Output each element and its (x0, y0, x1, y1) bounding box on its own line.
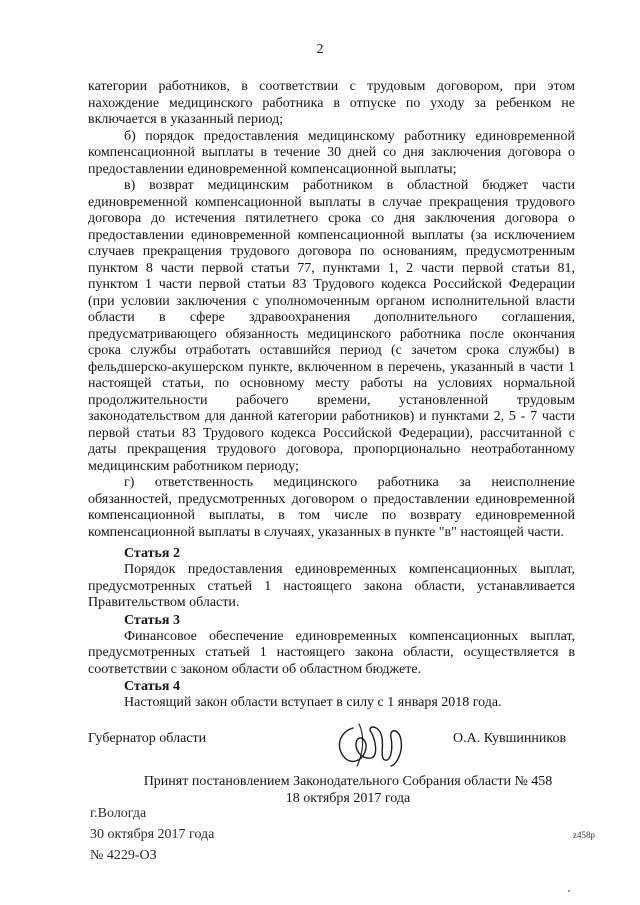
paragraph-item-b: б) порядок предоставления медицинскому работнику единовременной компенсационной выплаты в течение 30 дней со дня заключения договора о предоставлении единовременной компенсационной выплаты; (88, 128, 575, 177)
article-4-text: Настоящий закон области вступает в силу с 1 января 2018 года. (124, 695, 502, 710)
document-code: z458p (573, 830, 595, 840)
document-meta (90, 803, 214, 866)
meta-city: г.Вологда (90, 806, 147, 821)
page-number: 2 (316, 42, 324, 57)
governor-title: Губернатор области (88, 731, 207, 746)
scan-speck (568, 890, 570, 892)
governor-name: О.А. Кувшинников (453, 731, 567, 746)
meta-number: № 4229-ОЗ (90, 848, 157, 863)
paragraph-item-v: в) возврат медицинским работником в областной бюджет части единовременной компенсационной выплаты в случае прекращения трудового договора до истечения пятилетнего срока со дня заключения договора о предоставлении единовременной компенсационной выплаты (за исключением случаев прекращения трудового договора по основаниям, предусмотренным пунктом 8 части первой статьи 77, пунктами 1, 2 части первой статьи 81, пунктом 1 части первой статьи 83 Трудового кодекса Российской Федерации (при условии заключения с уполномоченным органом исполнительной власти области в сфере здравоохранения дополнительного соглашения, предусматривающего обязанность медицинского работника после окончания срока службы отработать оставшийся период (с зачетом срока службы) в фельдшерско-акушерском пункте, включенном в перечень, указанный в части 1 настоящей статьи, по основному месту работы на условиях нормальной продолжительности рабочего времени, установленной трудовым законодательством для данной категории работников) и пунктами 2, 5 - 7 части первой статьи 83 Трудового кодекса Российской Федерации), рассчитанной с даты прекращения трудового договора, пропорционально неотработанному медицинским работником периоду; (88, 178, 575, 474)
adoption-line-2: 18 октября 2017 года (285, 791, 411, 806)
paragraph-continuation: категории работников, в соответствии с трудовым договором, при этом нахождение медицинского работника в отпуске по уходу за ребенком не включается в указанный период; (88, 79, 575, 127)
article-3-heading: Статья 3 (124, 612, 180, 628)
article-2-text: Порядок предоставления единовременных компенсационных выплат, предусмотренных статьей 1 настоящего закона области, устанавливается Правительством области. (88, 562, 575, 610)
paragraph-item-g: г) ответственность медицинского работника за неисполнение обязанностей, предусмотренных договором о предоставлении единовременной компенсационной выплаты, в том числе по возврату единовременной компенсационной выплаты в случаях, указанных в пункте "в" настоящей части. (88, 475, 575, 540)
article-2-heading: Статья 2 (124, 546, 180, 561)
handwritten-signature (331, 718, 407, 770)
article-3-text: Финансовое обеспечение единовременных компенсационных выплат, предусмотренных статьей 1 настоящего закона области, осуществляется в соответствии с законом области об областном бюджете. (88, 628, 575, 677)
article-4-heading: Статья 4 (124, 679, 180, 694)
adoption-line-1: Принят постановлением Законодательного Собрания области № 458 (143, 774, 553, 789)
meta-date: 30 октября 2017 года (90, 827, 215, 842)
adoption-note (88, 773, 608, 807)
document-body (88, 79, 575, 712)
